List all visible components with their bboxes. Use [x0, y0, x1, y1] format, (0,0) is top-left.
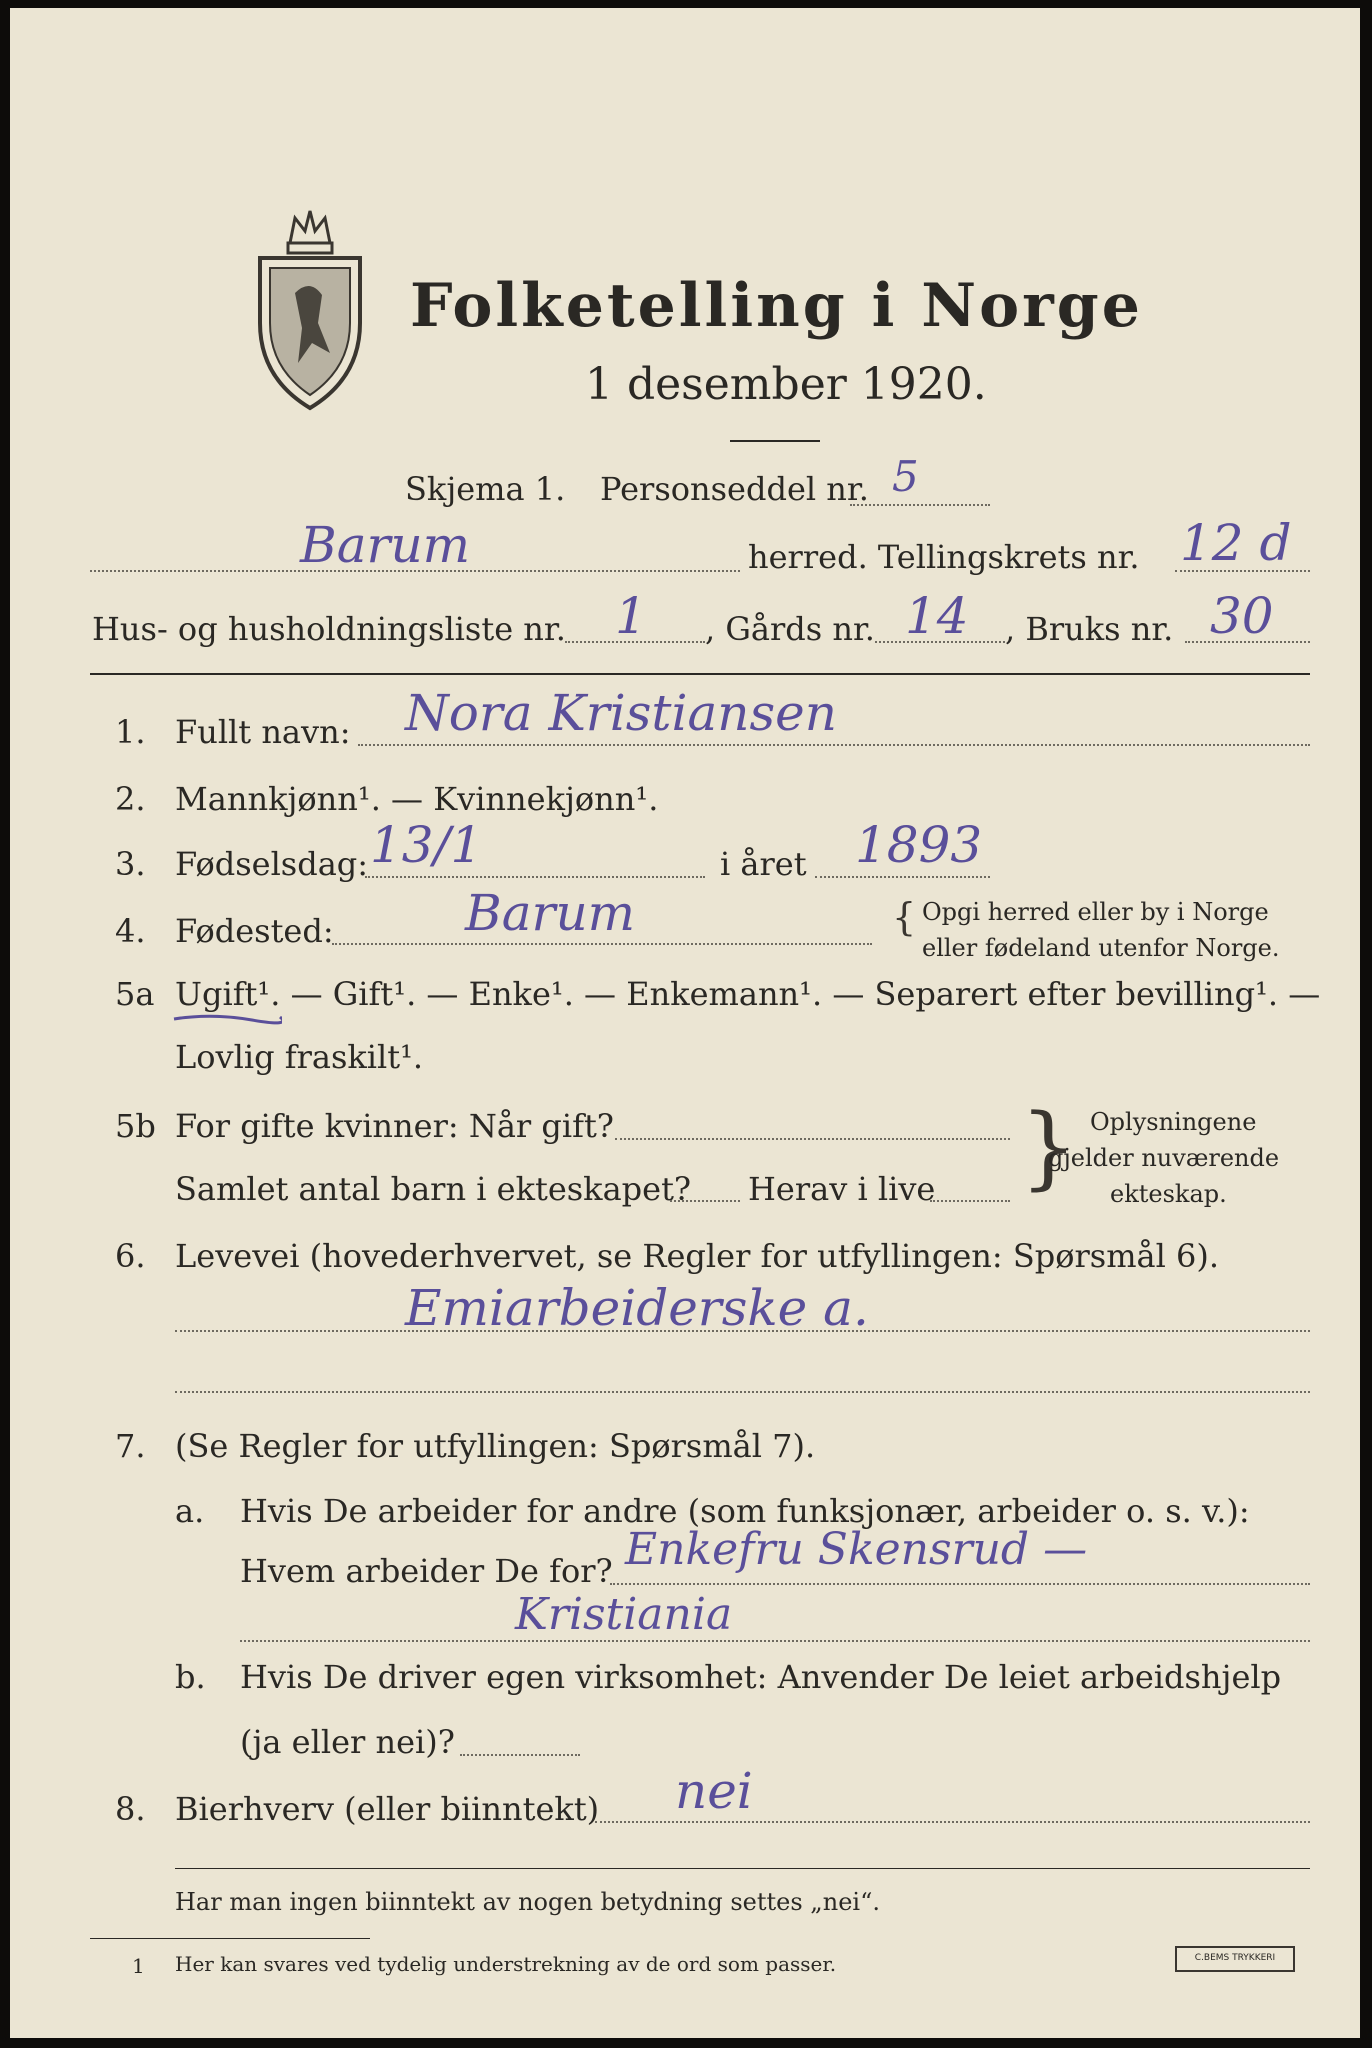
hus-value[interactable]: 1: [615, 587, 647, 645]
q7a-field-line-2: [240, 1640, 1310, 1642]
herred-value[interactable]: Barum: [300, 516, 471, 574]
q5b-live-field-line: [930, 1200, 1010, 1202]
q4-number: 4.: [115, 912, 146, 950]
census-form: [10, 8, 1360, 2038]
bruks-value[interactable]: 30: [1210, 587, 1274, 645]
q3-label: Fødselsdag:: [175, 845, 369, 883]
q2-label: Mannkjønn¹. — Kvinnekjønn¹.: [175, 780, 659, 818]
hus-label: Hus- og husholdningsliste nr.: [92, 610, 566, 648]
q1-value[interactable]: Nora Kristiansen: [405, 684, 837, 742]
q7a-label-2: Hvem arbeider De for?: [240, 1552, 613, 1590]
q4-value[interactable]: Barum: [465, 884, 636, 942]
q1-number: 1.: [115, 713, 146, 751]
q4-label: Fødested:: [175, 912, 334, 950]
q3-field-line: [365, 876, 705, 878]
q6-number: 6.: [115, 1237, 146, 1275]
q8-label: Bierhverv (eller biinntekt): [175, 1790, 600, 1828]
q4-brace: {: [892, 895, 917, 939]
personseddel-field-line: [850, 504, 990, 506]
q8-value[interactable]: nei: [675, 1762, 753, 1820]
q7a-label: Hvis De arbeider for andre (som funksjonær, arbeider o. s. v.):: [240, 1492, 1250, 1530]
q5b-note-line-2: gjelder nuværende: [1048, 1144, 1280, 1172]
coat-of-arms-icon: [250, 203, 370, 413]
q6-label: Levevei (hovederhvervet, se Regler for utfyllingen: Spørsmål 6).: [175, 1237, 1220, 1275]
q1-label: Fullt navn:: [175, 713, 351, 751]
gards-value[interactable]: 14: [905, 587, 969, 645]
q5b-label-3: Herav i live: [748, 1170, 936, 1208]
census-date: 1 desember 1920.: [585, 359, 987, 410]
q4-note-line-2: eller fødeland utenfor Norge.: [922, 934, 1280, 962]
herred-label: herred. Tellingskrets nr.: [748, 538, 1140, 576]
q7-number: 7.: [115, 1427, 146, 1465]
q7a-value-2[interactable]: Kristiania: [515, 1589, 733, 1640]
q3-year-value[interactable]: 1893: [855, 816, 983, 874]
q6-value[interactable]: Emiarbeiderske a.: [405, 1279, 869, 1337]
q7b-label-2: (ja eller nei)?: [240, 1723, 455, 1761]
q7a-letter: a.: [175, 1492, 205, 1530]
q5a-label-2: Lovlig fraskilt¹.: [175, 1038, 424, 1076]
q4-note-line-1: Opgi herred eller by i Norge: [922, 898, 1269, 926]
q3-year-field-line: [815, 876, 990, 878]
q5b-brace: }: [1020, 1095, 1078, 1200]
footer-divider: [175, 1868, 1310, 1869]
q7a-field-line-1: [610, 1583, 1310, 1585]
q5b-label-2: Samlet antal barn i ekteskapet?: [175, 1170, 692, 1208]
q4-field-line: [332, 943, 872, 945]
form-title: Folketelling i Norge: [410, 271, 1143, 341]
q8-field-line: [595, 1821, 1310, 1823]
q5b-note-line-3: ekteskap.: [1110, 1180, 1227, 1208]
q2-number: 2.: [115, 780, 146, 818]
schema-label: Skjema 1.: [405, 470, 566, 508]
q7b-letter: b.: [175, 1658, 206, 1696]
q7b-label: Hvis De driver egen virksomhet: Anvender De leiet arbeidshjelp: [240, 1658, 1282, 1696]
printer-stamp: [1175, 1946, 1295, 1972]
q8-number: 8.: [115, 1790, 146, 1828]
q7b-field-line: [460, 1754, 580, 1756]
q5b-label: For gifte kvinner: Når gift?: [175, 1107, 614, 1145]
personseddel-label: Personseddel nr.: [600, 470, 869, 508]
title-divider: [730, 440, 820, 442]
personseddel-value[interactable]: 5: [892, 452, 919, 501]
q1-field-line: [358, 744, 1310, 746]
footer-note: Har man ingen biinntekt av nogen betydning settes „nei“.: [175, 1888, 880, 1916]
tellingskrets-value[interactable]: 12 d: [1180, 514, 1292, 572]
bruks-label: , Bruks nr.: [1005, 610, 1174, 648]
q6-field-line-2: [175, 1391, 1310, 1393]
q6-field-line-1: [175, 1330, 1310, 1332]
footnote-mark: 1: [132, 1954, 145, 1978]
gards-label: , Gårds nr.: [705, 610, 875, 648]
q3-year-label: i året: [720, 845, 807, 883]
q5b-number: 5b: [115, 1107, 156, 1145]
q3-number: 3.: [115, 845, 146, 883]
footnote-rule: [90, 1938, 370, 1939]
q3-value[interactable]: 13/1: [370, 816, 483, 874]
q7-label: (Se Regler for utfyllingen: Spørsmål 7).: [175, 1427, 816, 1465]
q5b-note-line-1: Oplysningene: [1090, 1108, 1257, 1136]
header-divider: [90, 673, 1310, 675]
footnote-text: Her kan svares ved tydelig understrekning av de ord som passer.: [175, 1952, 837, 1976]
q5a-label: Ugift¹. — Gift¹. — Enke¹. — Enkemann¹. — Separert efter bevilling¹. —: [175, 975, 1321, 1013]
ugift-underline-mark: [172, 1011, 282, 1025]
q5b-barn-field-line: [670, 1200, 740, 1202]
q5b-field-line: [615, 1138, 1010, 1140]
q5a-number: 5a: [115, 975, 155, 1013]
q7a-value[interactable]: Enkefru Skensrud —: [625, 1524, 1088, 1575]
printer-stamp-text: C.BEMS TRYKKERI: [1194, 1953, 1276, 1963]
